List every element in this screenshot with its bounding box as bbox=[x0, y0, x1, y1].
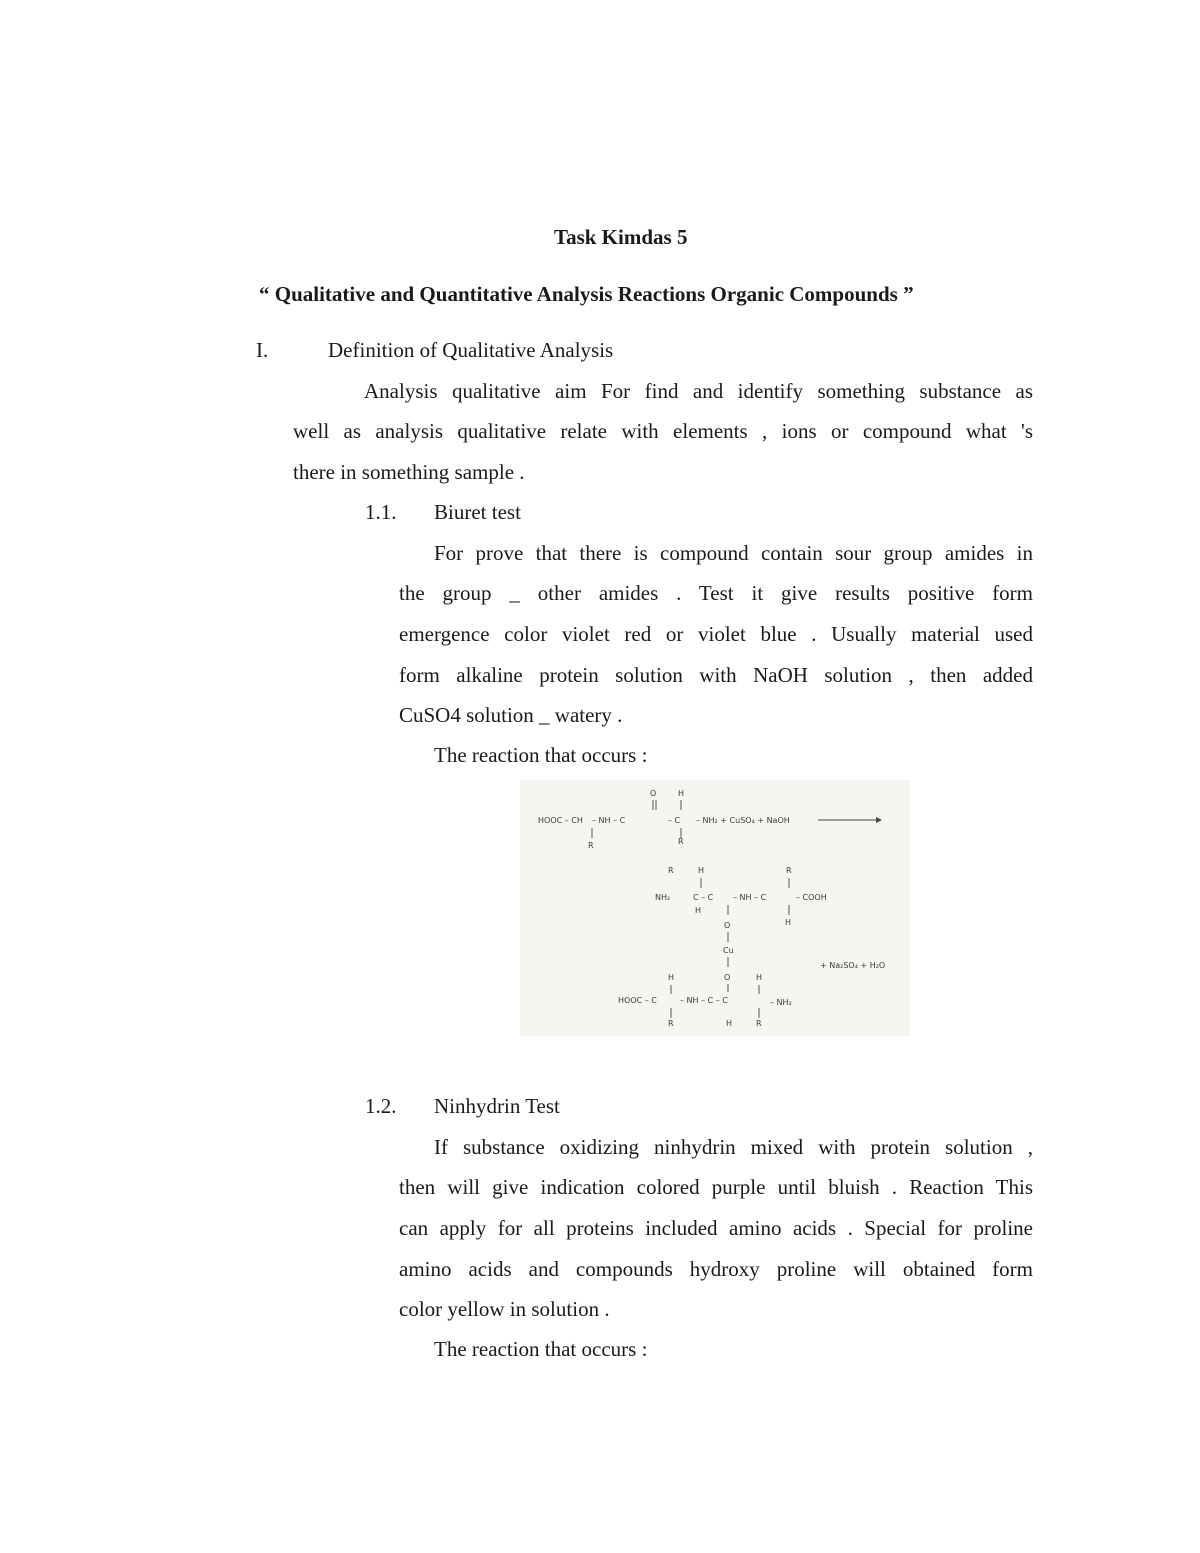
document-subtitle: “ Qualitative and Quantitative Analysis Reactions Organic Compounds ” bbox=[259, 282, 914, 306]
row1-h: H bbox=[678, 789, 685, 798]
biuret-reaction-label: The reaction that occurs : bbox=[434, 743, 648, 767]
row3-nh-c-c: – NH – C – C bbox=[680, 996, 728, 1005]
row2-r-top2: R bbox=[786, 866, 792, 875]
row3-r2: R bbox=[756, 1019, 762, 1028]
row2-r-top1: R bbox=[668, 866, 674, 875]
row3-hooc: HOOC – C bbox=[618, 996, 657, 1005]
row3-h1: H bbox=[668, 973, 675, 982]
section-1-paragraph-line: there in something sample . bbox=[293, 460, 525, 484]
middle-cu: Cu bbox=[723, 946, 734, 955]
middle-o1: O bbox=[724, 921, 731, 930]
middle-o2: O bbox=[724, 973, 731, 982]
subsection-1-1-number: 1.1. bbox=[365, 500, 397, 524]
row1-c: – C bbox=[668, 816, 681, 825]
row1-o: O bbox=[650, 789, 657, 798]
section-1-paragraph-line: Analysis qualitative aim For find and identify something substance as bbox=[364, 379, 1033, 403]
ninhydrin-paragraph-line: amino acids and compounds hydroxy proline will obtained form bbox=[399, 1257, 1033, 1281]
section-1-paragraph-line: well as analysis qualitative relate with elements , ions or compound what 's bbox=[293, 419, 1033, 443]
document-title: Task Kimdas 5 bbox=[554, 225, 688, 249]
row3-h2: H bbox=[756, 973, 763, 982]
row3-nh2: – NH₂ bbox=[770, 998, 792, 1007]
row1-reagents: – NH₂ + CuSO₄ + NaOH bbox=[696, 816, 790, 825]
biuret-reaction-figure bbox=[520, 780, 910, 1036]
row1-hooc-ch: HOOC – CH bbox=[538, 816, 583, 825]
subsection-1-1-heading: Biuret test bbox=[434, 500, 521, 524]
biuret-paragraph-line: emergence color violet red or violet blue . Usually material used bbox=[399, 622, 1033, 646]
row3-h3: H bbox=[726, 1019, 733, 1028]
row3-r1: R bbox=[668, 1019, 674, 1028]
biuret-paragraph-line: form alkaline protein solution with NaOH solution , then added bbox=[399, 663, 1033, 687]
row1-nh-c: – NH – C bbox=[592, 816, 626, 825]
biuret-paragraph-line: CuSO4 solution _ watery . bbox=[399, 703, 623, 727]
row2-cooh: – COOH bbox=[796, 893, 827, 902]
row2-h-top: H bbox=[698, 866, 705, 875]
row2-h-bot2: H bbox=[785, 918, 792, 927]
row2-nh2: NH₂ bbox=[655, 893, 671, 902]
ninhydrin-paragraph-line: If substance oxidizing ninhydrin mixed with protein solution , bbox=[434, 1135, 1033, 1159]
ninhydrin-reaction-label: The reaction that occurs : bbox=[434, 1337, 648, 1361]
subsection-1-2-heading: Ninhydrin Test bbox=[434, 1094, 560, 1118]
section-1-heading: Definition of Qualitative Analysis bbox=[328, 338, 614, 362]
ninhydrin-paragraph-line: color yellow in solution . bbox=[399, 1297, 610, 1321]
subsection-1-2-number: 1.2. bbox=[365, 1094, 397, 1118]
row2-h-bot1: H bbox=[695, 906, 702, 915]
biuret-paragraph-line: the group _ other amides . Test it give results positive form bbox=[399, 581, 1033, 605]
row1-r1: R bbox=[588, 841, 594, 850]
biuret-paragraph-line: For prove that there is compound contain sour group amides in bbox=[434, 541, 1033, 565]
middle-products: + Na₂SO₄ + H₂O bbox=[820, 961, 886, 970]
row1-r2: R bbox=[678, 837, 684, 846]
row2-c-c: C – C bbox=[693, 893, 714, 902]
section-1-number: I. bbox=[256, 338, 269, 362]
ninhydrin-paragraph-line: can apply for all proteins included amino acids . Special for proline bbox=[399, 1216, 1033, 1240]
ninhydrin-paragraph-line: then will give indication colored purple until bluish . Reaction This bbox=[399, 1175, 1033, 1199]
row2-nh-c: – NH – C bbox=[733, 893, 767, 902]
